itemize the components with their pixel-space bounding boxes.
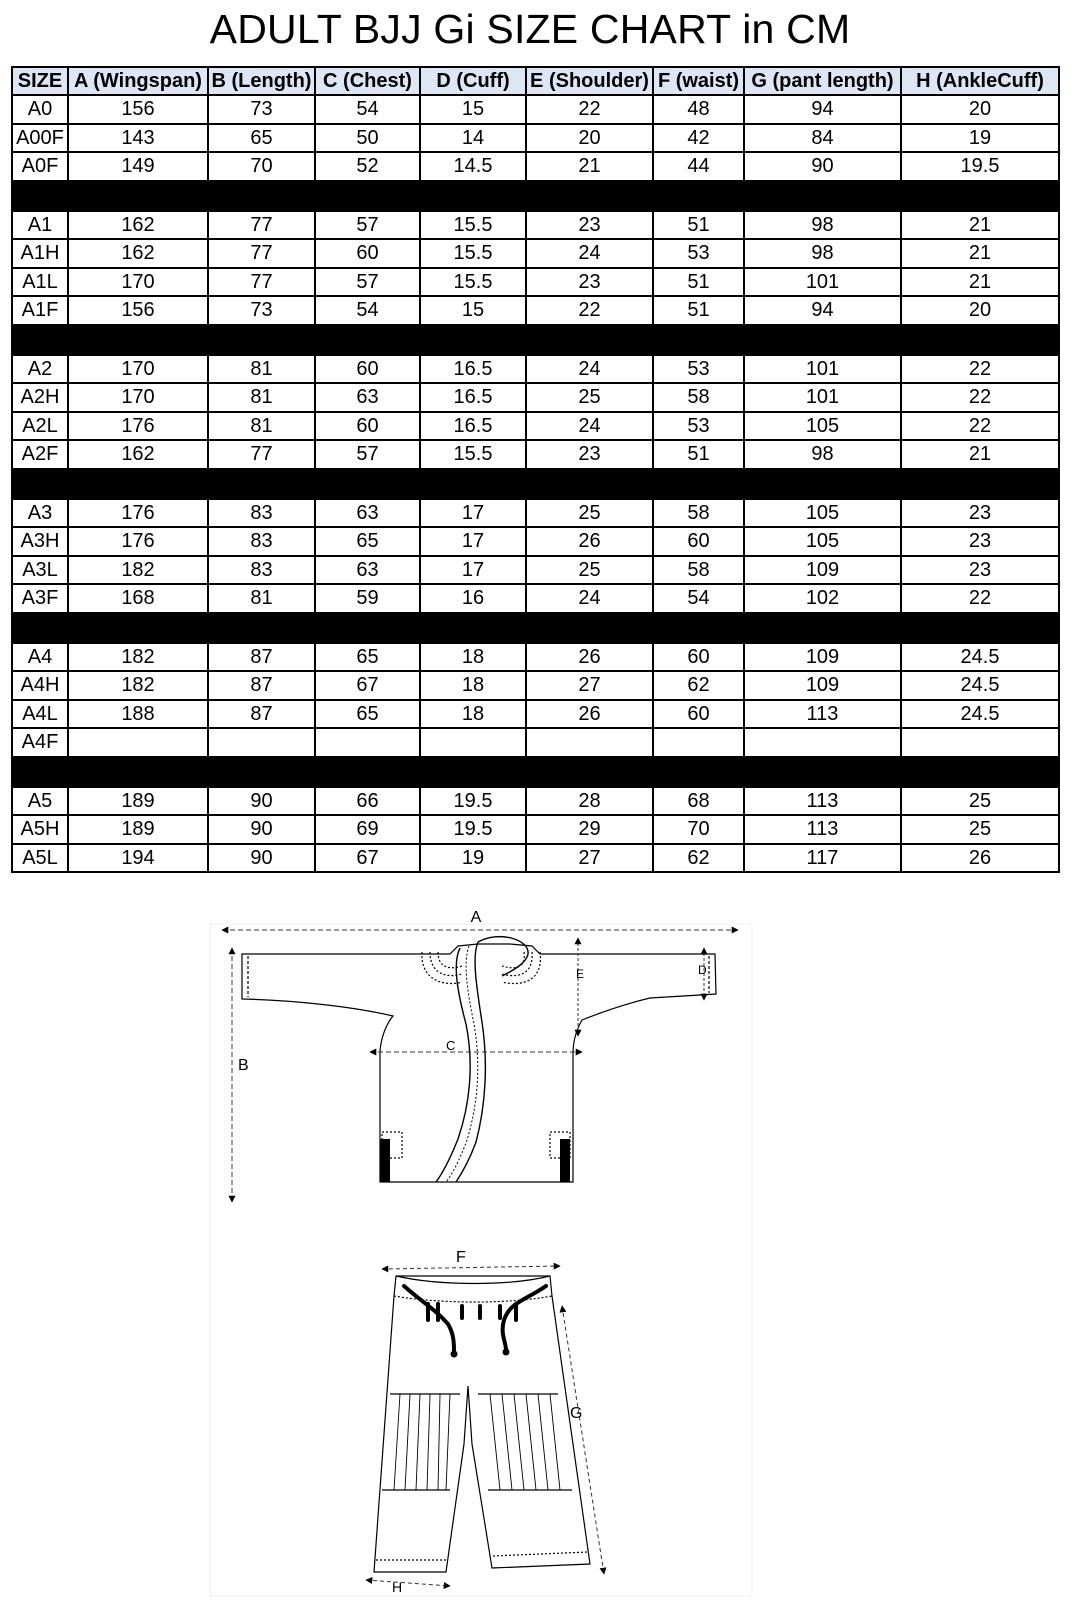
- cell-pant-length: 109: [744, 556, 901, 585]
- cell-wingspan: 176: [68, 499, 208, 528]
- label-e: E: [576, 967, 585, 981]
- table-row: [12, 95, 1059, 124]
- cell-chest: [315, 728, 420, 757]
- cell-pant-length: 98: [744, 440, 901, 469]
- cell-length: 90: [208, 844, 315, 873]
- cell-ankle-cuff: 22: [901, 412, 1059, 441]
- cell-size: A2L: [12, 412, 68, 441]
- table-row: [12, 152, 1059, 181]
- cell-waist: 62: [653, 844, 744, 873]
- cell-wingspan: 176: [68, 527, 208, 556]
- cell-length: 83: [208, 556, 315, 585]
- cell-length: 65: [208, 124, 315, 153]
- cell-ankle-cuff: 24.5: [901, 671, 1059, 700]
- table-row: [12, 700, 1059, 729]
- cell-size: A4: [12, 643, 68, 672]
- cell-shoulder: 22: [526, 296, 653, 325]
- cell-ankle-cuff: [901, 728, 1059, 757]
- cell-shoulder: 22: [526, 95, 653, 124]
- cell-cuff: 18: [420, 671, 526, 700]
- cell-ankle-cuff: 19: [901, 124, 1059, 153]
- cell-wingspan: 162: [68, 440, 208, 469]
- header-ankle-cuff: H (AnkleCuff): [901, 67, 1059, 95]
- cell-length: 73: [208, 296, 315, 325]
- cell-pant-length: 117: [744, 844, 901, 873]
- cell-pant-length: 105: [744, 412, 901, 441]
- drawstring-end-left: [451, 1351, 458, 1358]
- cell-cuff: 16.5: [420, 355, 526, 384]
- header-wingspan: A (Wingspan): [68, 67, 208, 95]
- cell-wingspan: 156: [68, 296, 208, 325]
- cell-waist: 70: [653, 815, 744, 844]
- size-chart-table: [11, 66, 1060, 873]
- cell-waist: 53: [653, 239, 744, 268]
- cell-size: A0: [12, 95, 68, 124]
- cell-length: 87: [208, 671, 315, 700]
- cell-shoulder: 26: [526, 700, 653, 729]
- table-row: [12, 268, 1059, 297]
- cell-waist: 42: [653, 124, 744, 153]
- cell-chest: 57: [315, 440, 420, 469]
- cell-shoulder: 25: [526, 383, 653, 412]
- cell-size: A2: [12, 355, 68, 384]
- cell-ankle-cuff: 19.5: [901, 152, 1059, 181]
- label-b: B: [238, 1057, 249, 1074]
- cell-cuff: 16.5: [420, 383, 526, 412]
- cell-wingspan: 189: [68, 787, 208, 816]
- cell-length: 81: [208, 584, 315, 613]
- cell-waist: 48: [653, 95, 744, 124]
- separator-bar: [12, 613, 1059, 643]
- cell-waist: 51: [653, 296, 744, 325]
- cell-chest: 57: [315, 268, 420, 297]
- cell-size: A5: [12, 787, 68, 816]
- cell-wingspan: 156: [68, 95, 208, 124]
- cell-ankle-cuff: 21: [901, 440, 1059, 469]
- cell-cuff: 18: [420, 700, 526, 729]
- cell-chest: 67: [315, 671, 420, 700]
- cell-pant-length: 109: [744, 671, 901, 700]
- cell-wingspan: 182: [68, 556, 208, 585]
- cell-length: 81: [208, 383, 315, 412]
- cell-size: A5L: [12, 844, 68, 873]
- cell-shoulder: 24: [526, 355, 653, 384]
- cell-size: A4H: [12, 671, 68, 700]
- header-chest: C (Chest): [315, 67, 420, 95]
- cell-waist: [653, 728, 744, 757]
- cell-cuff: 15.5: [420, 239, 526, 268]
- table-row: [12, 527, 1059, 556]
- cell-cuff: 17: [420, 556, 526, 585]
- cell-waist: 44: [653, 152, 744, 181]
- cell-shoulder: 24: [526, 412, 653, 441]
- cell-cuff: 15.5: [420, 268, 526, 297]
- cell-shoulder: 20: [526, 124, 653, 153]
- cell-ankle-cuff: 21: [901, 239, 1059, 268]
- cell-size: A4L: [12, 700, 68, 729]
- cell-length: 77: [208, 268, 315, 297]
- cell-shoulder: 23: [526, 440, 653, 469]
- cell-chest: 60: [315, 412, 420, 441]
- cell-wingspan: 182: [68, 643, 208, 672]
- cell-ankle-cuff: 21: [901, 268, 1059, 297]
- cell-pant-length: 101: [744, 383, 901, 412]
- cell-shoulder: 26: [526, 643, 653, 672]
- cell-waist: 62: [653, 671, 744, 700]
- right-hem-patch: [560, 1139, 570, 1182]
- cell-pant-length: 101: [744, 355, 901, 384]
- cell-wingspan: [68, 728, 208, 757]
- page-title: ADULT BJJ Gi SIZE CHART in CM: [209, 6, 851, 52]
- cell-chest: 52: [315, 152, 420, 181]
- cell-cuff: 14: [420, 124, 526, 153]
- cell-ankle-cuff: 23: [901, 527, 1059, 556]
- cell-shoulder: 25: [526, 499, 653, 528]
- gi-measurement-diagram: [210, 909, 752, 1596]
- label-h: H: [392, 1579, 403, 1595]
- cell-pant-length: 98: [744, 211, 901, 240]
- separator-row: [12, 469, 1059, 499]
- header-length: B (Length): [208, 67, 315, 95]
- cell-shoulder: 24: [526, 584, 653, 613]
- cell-ankle-cuff: 22: [901, 355, 1059, 384]
- cell-ankle-cuff: 20: [901, 296, 1059, 325]
- separator-bar: [12, 757, 1059, 787]
- cell-cuff: [420, 728, 526, 757]
- cell-cuff: 14.5: [420, 152, 526, 181]
- diagram-frame: [210, 924, 752, 1596]
- cell-shoulder: 26: [526, 527, 653, 556]
- table-row: [12, 787, 1059, 816]
- cell-cuff: 16: [420, 584, 526, 613]
- cell-pant-length: 101: [744, 268, 901, 297]
- cell-chest: 65: [315, 643, 420, 672]
- cell-shoulder: 23: [526, 211, 653, 240]
- cell-wingspan: 149: [68, 152, 208, 181]
- cell-cuff: 15: [420, 95, 526, 124]
- table-header-row: [12, 67, 1059, 95]
- cell-ankle-cuff: 26: [901, 844, 1059, 873]
- table-row: [12, 239, 1059, 268]
- cell-pant-length: 84: [744, 124, 901, 153]
- cell-ankle-cuff: 24.5: [901, 643, 1059, 672]
- cell-waist: 58: [653, 556, 744, 585]
- table-row: [12, 124, 1059, 153]
- cell-length: 77: [208, 211, 315, 240]
- cell-pant-length: 109: [744, 643, 901, 672]
- cell-length: 87: [208, 643, 315, 672]
- cell-length: 70: [208, 152, 315, 181]
- table-row: [12, 296, 1059, 325]
- cell-ankle-cuff: 23: [901, 556, 1059, 585]
- cell-pant-length: 105: [744, 499, 901, 528]
- cell-shoulder: 25: [526, 556, 653, 585]
- cell-ankle-cuff: 25: [901, 787, 1059, 816]
- cell-ankle-cuff: 24.5: [901, 700, 1059, 729]
- cell-wingspan: 176: [68, 412, 208, 441]
- separator-bar: [12, 469, 1059, 499]
- cell-cuff: 15.5: [420, 440, 526, 469]
- cell-pant-length: 94: [744, 296, 901, 325]
- table-row: [12, 728, 1059, 757]
- cell-pant-length: 113: [744, 815, 901, 844]
- cell-pant-length: 98: [744, 239, 901, 268]
- cell-shoulder: 21: [526, 152, 653, 181]
- table-body: [12, 95, 1059, 872]
- cell-ankle-cuff: 25: [901, 815, 1059, 844]
- header-cuff: D (Cuff): [420, 67, 526, 95]
- cell-wingspan: 168: [68, 584, 208, 613]
- cell-shoulder: [526, 728, 653, 757]
- cell-pant-length: 94: [744, 95, 901, 124]
- cell-ankle-cuff: 22: [901, 584, 1059, 613]
- cell-chest: 50: [315, 124, 420, 153]
- label-f: F: [456, 1249, 466, 1266]
- table-row: [12, 440, 1059, 469]
- cell-wingspan: 194: [68, 844, 208, 873]
- cell-size: A4F: [12, 728, 68, 757]
- table-row: [12, 383, 1059, 412]
- gi-diagram-svg: [210, 909, 752, 1596]
- cell-length: [208, 728, 315, 757]
- table-row: [12, 844, 1059, 873]
- cell-size: A3: [12, 499, 68, 528]
- header-size: SIZE: [12, 67, 68, 95]
- cell-length: 87: [208, 700, 315, 729]
- left-hem-patch: [380, 1139, 390, 1182]
- cell-length: 81: [208, 355, 315, 384]
- cell-length: 77: [208, 440, 315, 469]
- cell-chest: 65: [315, 527, 420, 556]
- cell-size: A1F: [12, 296, 68, 325]
- separator-row: [12, 757, 1059, 787]
- cell-cuff: 17: [420, 499, 526, 528]
- separator-row: [12, 325, 1059, 355]
- table-row: [12, 412, 1059, 441]
- label-d: D: [698, 963, 707, 977]
- cell-size: A5H: [12, 815, 68, 844]
- separator-row: [12, 613, 1059, 643]
- cell-length: 83: [208, 527, 315, 556]
- cell-size: A2F: [12, 440, 68, 469]
- cell-pant-length: 113: [744, 700, 901, 729]
- cell-shoulder: 27: [526, 844, 653, 873]
- cell-wingspan: 162: [68, 239, 208, 268]
- cell-shoulder: 23: [526, 268, 653, 297]
- cell-chest: 60: [315, 355, 420, 384]
- cell-size: A3F: [12, 584, 68, 613]
- cell-waist: 60: [653, 643, 744, 672]
- header-shoulder: E (Shoulder): [526, 67, 653, 95]
- cell-size: A2H: [12, 383, 68, 412]
- cell-wingspan: 188: [68, 700, 208, 729]
- cell-cuff: 19.5: [420, 787, 526, 816]
- cell-pant-length: 113: [744, 787, 901, 816]
- cell-ankle-cuff: 23: [901, 499, 1059, 528]
- cell-cuff: 19: [420, 844, 526, 873]
- cell-size: A3H: [12, 527, 68, 556]
- cell-waist: 53: [653, 355, 744, 384]
- cell-length: 90: [208, 815, 315, 844]
- table-row: [12, 556, 1059, 585]
- cell-wingspan: 182: [68, 671, 208, 700]
- cell-chest: 69: [315, 815, 420, 844]
- separator-bar: [12, 181, 1059, 211]
- cell-wingspan: 170: [68, 268, 208, 297]
- cell-chest: 66: [315, 787, 420, 816]
- cell-waist: 60: [653, 527, 744, 556]
- cell-chest: 63: [315, 499, 420, 528]
- cell-length: 77: [208, 239, 315, 268]
- header-waist: F (waist): [653, 67, 744, 95]
- cell-cuff: 15: [420, 296, 526, 325]
- cell-ankle-cuff: 21: [901, 211, 1059, 240]
- cell-pant-length: [744, 728, 901, 757]
- cell-shoulder: 24: [526, 239, 653, 268]
- table-row: [12, 671, 1059, 700]
- table-row: [12, 815, 1059, 844]
- cell-cuff: 17: [420, 527, 526, 556]
- cell-size: A1H: [12, 239, 68, 268]
- table-row: [12, 211, 1059, 240]
- drawstring-end-right: [503, 1349, 510, 1356]
- table-row: [12, 499, 1059, 528]
- cell-chest: 65: [315, 700, 420, 729]
- cell-shoulder: 29: [526, 815, 653, 844]
- cell-wingspan: 170: [68, 383, 208, 412]
- cell-size: A3L: [12, 556, 68, 585]
- cell-cuff: 16.5: [420, 412, 526, 441]
- label-g: G: [570, 1405, 583, 1422]
- cell-size: A1L: [12, 268, 68, 297]
- header-pant-length: G (pant length): [744, 67, 901, 95]
- cell-waist: 54: [653, 584, 744, 613]
- cell-chest: 63: [315, 383, 420, 412]
- table-row: [12, 584, 1059, 613]
- table-row: [12, 355, 1059, 384]
- cell-waist: 58: [653, 499, 744, 528]
- cell-waist: 58: [653, 383, 744, 412]
- cell-size: A00F: [12, 124, 68, 153]
- cell-chest: 60: [315, 239, 420, 268]
- cell-pant-length: 102: [744, 584, 901, 613]
- cell-size: A1: [12, 211, 68, 240]
- cell-size: A0F: [12, 152, 68, 181]
- cell-length: 90: [208, 787, 315, 816]
- table-row: [12, 643, 1059, 672]
- cell-wingspan: 170: [68, 355, 208, 384]
- separator-row: [12, 181, 1059, 211]
- cell-chest: 54: [315, 296, 420, 325]
- cell-wingspan: 189: [68, 815, 208, 844]
- cell-length: 83: [208, 499, 315, 528]
- cell-waist: 53: [653, 412, 744, 441]
- cell-chest: 63: [315, 556, 420, 585]
- cell-length: 81: [208, 412, 315, 441]
- cell-cuff: 18: [420, 643, 526, 672]
- cell-shoulder: 27: [526, 671, 653, 700]
- cell-chest: 59: [315, 584, 420, 613]
- cell-wingspan: 143: [68, 124, 208, 153]
- cell-wingspan: 162: [68, 211, 208, 240]
- cell-chest: 57: [315, 211, 420, 240]
- cell-pant-length: 105: [744, 527, 901, 556]
- cell-waist: 51: [653, 268, 744, 297]
- cell-waist: 60: [653, 700, 744, 729]
- cell-waist: 68: [653, 787, 744, 816]
- separator-bar: [12, 325, 1059, 355]
- cell-chest: 67: [315, 844, 420, 873]
- cell-shoulder: 28: [526, 787, 653, 816]
- cell-chest: 54: [315, 95, 420, 124]
- cell-waist: 51: [653, 440, 744, 469]
- cell-ankle-cuff: 20: [901, 95, 1059, 124]
- cell-cuff: 19.5: [420, 815, 526, 844]
- label-c: C: [446, 1038, 456, 1053]
- cell-ankle-cuff: 22: [901, 383, 1059, 412]
- cell-pant-length: 90: [744, 152, 901, 181]
- cell-waist: 51: [653, 211, 744, 240]
- cell-length: 73: [208, 95, 315, 124]
- cell-cuff: 15.5: [420, 211, 526, 240]
- label-a: A: [470, 909, 482, 926]
